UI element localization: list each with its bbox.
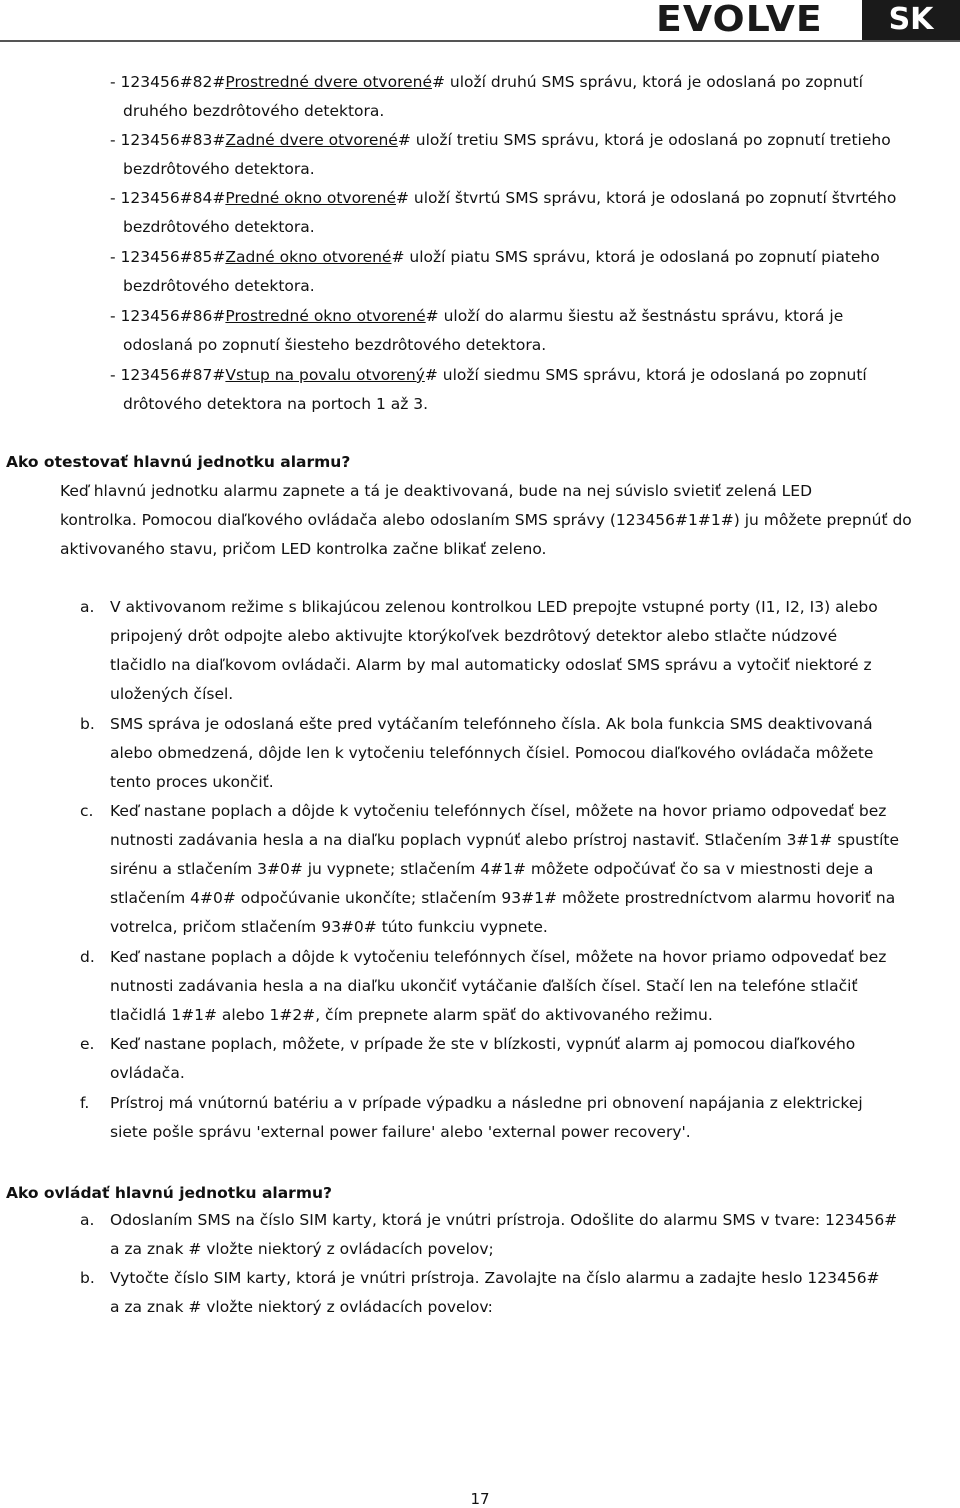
dash-text: # uloží druhú SMS správu, ktorá je odoslaná po zopnutí xyxy=(432,73,863,91)
list-line: votrelca, pričom stlačením 93#0# túto funkciu vypnete. xyxy=(110,918,548,936)
list-line: Vytočte číslo SIM karty, ktorá je vnútri prístroja. Zavolajte na číslo alarmu a zadajte heslo 123456# xyxy=(110,1269,880,1287)
section1-intro xyxy=(60,477,912,564)
language-badge: SK xyxy=(862,0,960,40)
list-marker: b. xyxy=(80,1269,95,1287)
intro-line: Keď hlavnú jednotku alarmu zapnete a tá je deaktivovaná, bude na nej súvislo svietiť zelená LED xyxy=(60,482,813,500)
dash-item xyxy=(110,68,863,126)
dash-prefix: - 123456#85# xyxy=(110,248,226,266)
dash-underlined-label: Predné okno otvorené xyxy=(225,189,396,207)
dash-item xyxy=(110,126,891,184)
list-marker: e. xyxy=(80,1035,95,1053)
list-line: sirénu a stlačením 3#0# ju vypnete; stlačením 4#1# môžete odpočúvať čo sa v miestnosti deje a xyxy=(110,860,874,878)
list-line: a za znak # vložte niektorý z ovládacích povelov: xyxy=(110,1298,493,1316)
list-line: Keď nastane poplach, môžete, v prípade že ste v blízkosti, vypnúť alarm aj pomocou diaľkového xyxy=(110,1035,856,1053)
page-header xyxy=(0,0,960,44)
dash-text-continued: odoslaná po zopnutí šiesteho bezdrôtového detektora. xyxy=(123,336,547,354)
dash-text: # uloží tretiu SMS správu, ktorá je odoslaná po zopnutí tretieho xyxy=(397,131,891,149)
dash-prefix: - 123456#87# xyxy=(110,366,226,384)
dash-prefix: - 123456#84# xyxy=(110,189,226,207)
list-line: siete pošle správu 'external power failure' alebo 'external power recovery'. xyxy=(110,1123,691,1141)
dash-text-continued: druhého bezdrôtového detektora. xyxy=(123,102,385,120)
page-number: 17 xyxy=(470,1490,490,1508)
list-line: tlačidlo na diaľkovom ovládači. Alarm by mal automaticky odoslať SMS správu a vytočiť niektoré z xyxy=(110,656,872,674)
dash-text-continued: bezdrôtového detektora. xyxy=(123,277,315,295)
dash-text-continued: bezdrôtového detektora. xyxy=(123,160,315,178)
dash-item xyxy=(110,243,880,301)
dash-underlined-label: Zadné dvere otvorené xyxy=(225,131,398,149)
list-line: stlačením 4#0# odpočúvanie ukončíte; stlačením 93#1# môžete prostredníctvom alarmu hovoriť na xyxy=(110,889,896,907)
dash-underlined-label: Vstup na povalu otvorený xyxy=(225,366,425,384)
list-line: ovládača. xyxy=(110,1064,185,1082)
dash-text-continued: drôtového detektora na portoch 1 až 3. xyxy=(123,395,429,413)
dash-text: # uloží piatu SMS správu, ktorá je odoslaná po zopnutí piateho xyxy=(391,248,880,266)
dash-text: # uloží siedmu SMS správu, ktorá je odoslaná po zopnutí xyxy=(424,366,867,384)
logo-wordmark: EVOLVE xyxy=(656,0,823,40)
list-line: pripojený drôt odpojte alebo aktivujte ktorýkoľvek bezdrôtový detektor alebo stlačte núdzové xyxy=(110,627,838,645)
list-line: Keď nastane poplach a dôjde k vytočeniu telefónnych čísel, môžete na hovor priamo odpovedať bez xyxy=(110,948,887,966)
intro-line: aktivovaného stavu, pričom LED kontrolka začne blikať zeleno. xyxy=(60,540,547,558)
list-marker: d. xyxy=(80,948,95,966)
list-line: Odoslaním SMS na číslo SIM karty, ktorá je vnútri prístroja. Odošlite do alarmu SMS v tvare: 123456# xyxy=(110,1211,898,1229)
list-marker: c. xyxy=(80,802,94,820)
list-line: nutnosti zadávania hesla a na diaľku ukončiť vytáčanie ďalších čísel. Stačí len na telefóne stlačiť xyxy=(110,977,858,995)
evolve-logo xyxy=(656,0,934,40)
dash-item xyxy=(110,361,867,419)
list-line: a za znak # vložte niektorý z ovládacích povelov; xyxy=(110,1240,494,1258)
dash-text: # uloží štvrtú SMS správu, ktorá je odoslaná po zopnutí štvrtého xyxy=(396,189,897,207)
list-line: Keď nastane poplach a dôjde k vytočeniu telefónnych čísel, môžete na hovor priamo odpovedať bez xyxy=(110,802,887,820)
dash-item xyxy=(110,184,896,242)
dash-underlined-label: Prostredné okno otvorené xyxy=(225,307,426,325)
dash-prefix: - 123456#82# xyxy=(110,73,226,91)
dash-text-continued: bezdrôtového detektora. xyxy=(123,218,315,236)
dash-item xyxy=(110,302,843,360)
header-divider xyxy=(0,40,960,42)
intro-line: kontrolka. Pomocou diaľkového ovládača alebo odoslaním SMS správy (123456#1#1#) ju môžete prepnúť do xyxy=(60,511,912,529)
list-marker: f. xyxy=(80,1094,90,1112)
dash-prefix: - 123456#83# xyxy=(110,131,226,149)
list-line: alebo obmedzená, dôjde len k vytočeniu telefónnych čísiel. Pomocou diaľkového ovládača môžete xyxy=(110,744,874,762)
list-line: uložených čísel. xyxy=(110,685,234,703)
section-heading-control: Ako ovládať hlavnú jednotku alarmu? xyxy=(6,1184,332,1202)
dash-prefix: - 123456#86# xyxy=(110,307,226,325)
list-marker: a. xyxy=(80,1211,95,1229)
section-heading-test: Ako otestovať hlavnú jednotku alarmu? xyxy=(6,453,351,471)
list-line: Prístroj má vnútornú batériu a v prípade výpadku a následne pri obnovení napájania z elektrickej xyxy=(110,1094,863,1112)
dash-underlined-label: Prostredné dvere otvorené xyxy=(225,73,433,91)
list-marker: b. xyxy=(80,715,95,733)
dash-text: # uloží do alarmu šiestu až šestnástu správu, ktorá je xyxy=(425,307,844,325)
list-line: nutnosti zadávania hesla a na diaľku poplach vypnúť alebo prístroj nastaviť. Stlačením 3#1# spustíte xyxy=(110,831,900,849)
list-marker: a. xyxy=(80,598,95,616)
list-line: V aktivovanom režime s blikajúcou zelenou kontrolkou LED prepojte vstupné porty (I1, I2, I3) alebo xyxy=(110,598,878,616)
list-line: tlačidlá 1#1# alebo 1#2#, čím prepnete alarm späť do aktivovaného režimu. xyxy=(110,1006,713,1024)
list-line: tento proces ukončiť. xyxy=(110,773,274,791)
list-line: SMS správa je odoslaná ešte pred vytáčaním telefónneho čísla. Ak bola funkcia SMS deaktivovaná xyxy=(110,715,873,733)
dash-underlined-label: Zadné okno otvorené xyxy=(225,248,392,266)
